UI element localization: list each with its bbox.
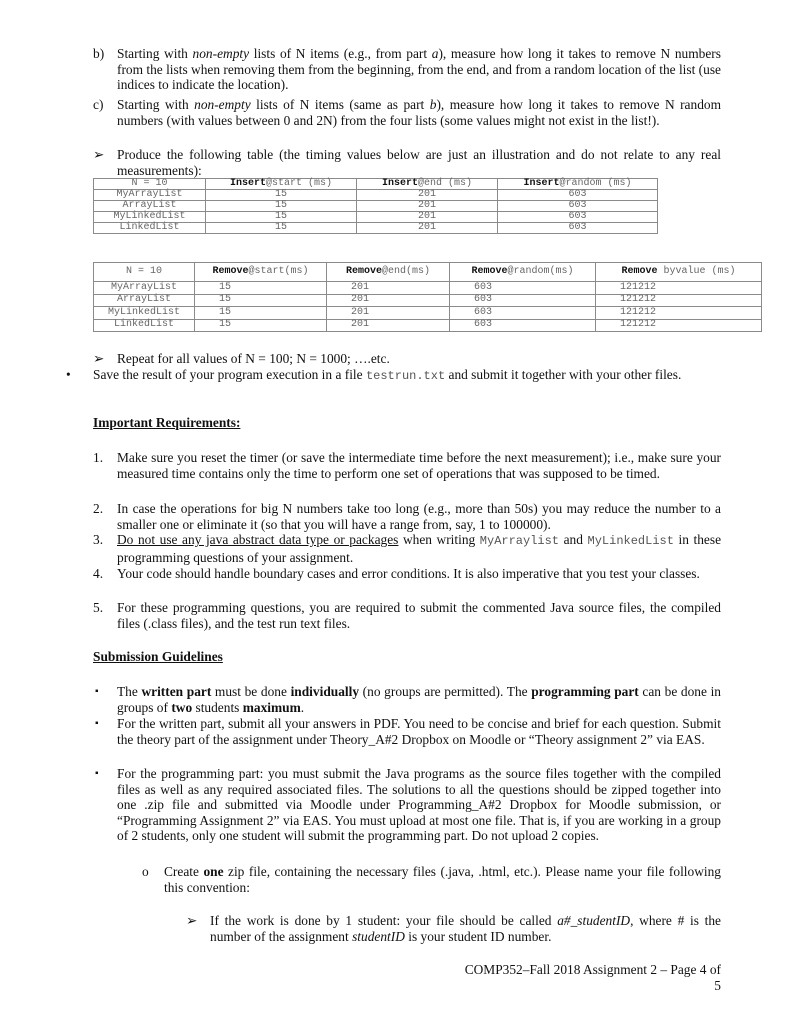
item-b-label: b) [93, 46, 105, 61]
table-cell: 121212 [596, 319, 762, 332]
table-header-row [94, 263, 762, 282]
table-row [94, 201, 658, 212]
table-cell: 603 [450, 294, 596, 307]
table-cell: 603 [498, 190, 658, 201]
table-header-cell: Remove byvalue (ms) [596, 263, 762, 282]
table-row [94, 190, 658, 201]
table-header-cell: Insert@random (ms) [498, 179, 658, 190]
table-row [94, 212, 658, 223]
item-c-text: Starting with non-empty lists of N items (same as part b), measure how long it takes to remove N random numbers (with values between 0 and 2N) from the four lists (some values might not exist in the list!). [117, 97, 722, 128]
table-row [94, 307, 762, 320]
table-header-cell: Insert@end (ms) [357, 179, 498, 190]
table-cell: 201 [327, 319, 450, 332]
table-cell: 201 [357, 223, 498, 234]
row-label: ArrayList [94, 294, 195, 307]
page-footer: COMP352–Fall 2018 Assignment 2 – Page 4 of 5 [464, 962, 721, 993]
save-text: Save the result of your program execution in a file testrun.txt and submit it together with your other files. [93, 367, 682, 383]
requirement-text: For these programming questions, you are required to submit the commented Java source files, the compiled files (.class files), and the test run text files. [117, 600, 721, 631]
list-number: 3. [93, 532, 104, 547]
square-bullet-icon: ▪ [95, 718, 99, 729]
requirements-heading: Important Requirements: [93, 415, 241, 430]
table-cell: 15 [206, 190, 357, 201]
table-cell: 201 [357, 201, 498, 212]
repeat-text: Repeat for all values of N = 100; N = 1000; ….etc. [117, 351, 390, 366]
submission-written-part: The written part must be done individually (no groups are permitted). The programming part can be done in groups of two students maximum. [117, 684, 721, 715]
table-row [94, 282, 762, 295]
list-number: 1. [93, 450, 104, 465]
arrow-bullet-icon: ➢ [186, 913, 198, 928]
arrow-bullet-icon: ➢ [93, 351, 105, 366]
row-label: MyArrayList [94, 282, 195, 295]
table-cell: 201 [357, 212, 498, 223]
table-cell: 121212 [596, 307, 762, 320]
row-label: LinkedList [94, 319, 195, 332]
zip-instruction: Create one zip file, containing the necessary files (.java, .html, etc.). Please name your file following this convention: [164, 864, 721, 895]
item-c-label: c) [93, 97, 104, 112]
table-header-row [94, 179, 658, 190]
table-row [94, 319, 762, 332]
table-cell: 15 [195, 307, 327, 320]
table-cell: 15 [206, 201, 357, 212]
table-cell: 603 [498, 223, 658, 234]
table-cell: 201 [327, 282, 450, 295]
table-cell: 121212 [596, 294, 762, 307]
table-header-cell: Remove@end(ms) [327, 263, 450, 282]
item-b-text: Starting with non-empty lists of N items (e.g., from part a), measure how long it takes to remove N numbers from the lists when removing them from the beginning, from the end, and from a random location of the list (use indices to indicate the location). [117, 46, 721, 92]
table-header-cell: Remove@random(ms) [450, 263, 596, 282]
table-header-cell: N = 10 [94, 263, 195, 282]
table-cell: 603 [498, 212, 658, 223]
row-label: ArrayList [94, 201, 206, 212]
requirement-text: Your code should handle boundary cases and error conditions. It is also imperative that you test your classes. [117, 566, 700, 581]
table-header-cell: Remove@start(ms) [195, 263, 327, 282]
table-cell: 603 [450, 307, 596, 320]
insert-timing-table [93, 178, 658, 234]
produce-text: Produce the following table (the timing values below are just an illustration and do not relate to any real measurements): [117, 147, 721, 178]
submission-written-pdf: For the written part, submit all your answers in PDF. You need to be concise and brief for each question. Submit the theory part of the assignment under Theory_A#2 Dropbox on Moodle or “Theory assignment 2” via EAS. [117, 716, 721, 747]
circle-bullet-icon: o [142, 864, 149, 879]
table-cell: 603 [450, 319, 596, 332]
bullet-dot-icon: • [66, 367, 71, 382]
square-bullet-icon: ▪ [95, 768, 99, 779]
table-cell: 603 [450, 282, 596, 295]
requirement-text: Make sure you reset the timer (or save the intermediate time before the next measurement); i.e., make sure your measured time contains only the time to perform one set of operations that was supposed to be timed. [117, 450, 721, 481]
list-number: 4. [93, 566, 104, 581]
table-cell: 15 [206, 223, 357, 234]
square-bullet-icon: ▪ [95, 686, 99, 697]
list-number: 5. [93, 600, 104, 615]
table-cell: 201 [357, 190, 498, 201]
submission-programming-part: For the programming part: you must submit the Java programs as the source files together with the compiled files as well as any required associated files. The solutions to all the questions should be zipped together into one .zip file and submitted via Moodle under Programming_A#2 Dropbox for Moodle submission, or “Programming Assignment 2” via EAS. You must upload at most one file. That is, if you are working in a group of 2 students, only one student will submit the programming part. Do not upload 2 copies. [117, 766, 721, 843]
naming-convention: If the work is done by 1 student: your file should be called a#_studentID, where # is the number of the assignment studentID is your student ID number. [210, 913, 721, 944]
row-label: MyArrayList [94, 190, 206, 201]
remove-timing-table [93, 262, 762, 332]
table-cell: 15 [206, 212, 357, 223]
table-cell: 201 [327, 307, 450, 320]
table-cell: 15 [195, 319, 327, 332]
table-row [94, 223, 658, 234]
table-cell: 603 [498, 201, 658, 212]
table-cell: 121212 [596, 282, 762, 295]
table-header-cell: Insert@start (ms) [206, 179, 357, 190]
table-header-cell: N = 10 [94, 179, 206, 190]
table-row [94, 294, 762, 307]
table-cell: 15 [195, 282, 327, 295]
list-number: 2. [93, 501, 104, 516]
table-cell: 15 [195, 294, 327, 307]
submission-heading: Submission Guidelines [93, 649, 223, 664]
row-label: MyLinkedList [94, 212, 206, 223]
row-label: LinkedList [94, 223, 206, 234]
table-cell: 201 [327, 294, 450, 307]
requirement-text: Do not use any java abstract data type or packages when writing MyArraylist and MyLinkedList in these programming questions of your assignment. [117, 532, 722, 565]
arrow-bullet-icon: ➢ [93, 147, 105, 162]
row-label: MyLinkedList [94, 307, 195, 320]
requirement-text: In case the operations for big N numbers take too long (e.g., more than 50s) you may reduce the number to a smaller one or eliminate it (so that you will have a range from, say, 1 to 100000). [117, 501, 721, 532]
